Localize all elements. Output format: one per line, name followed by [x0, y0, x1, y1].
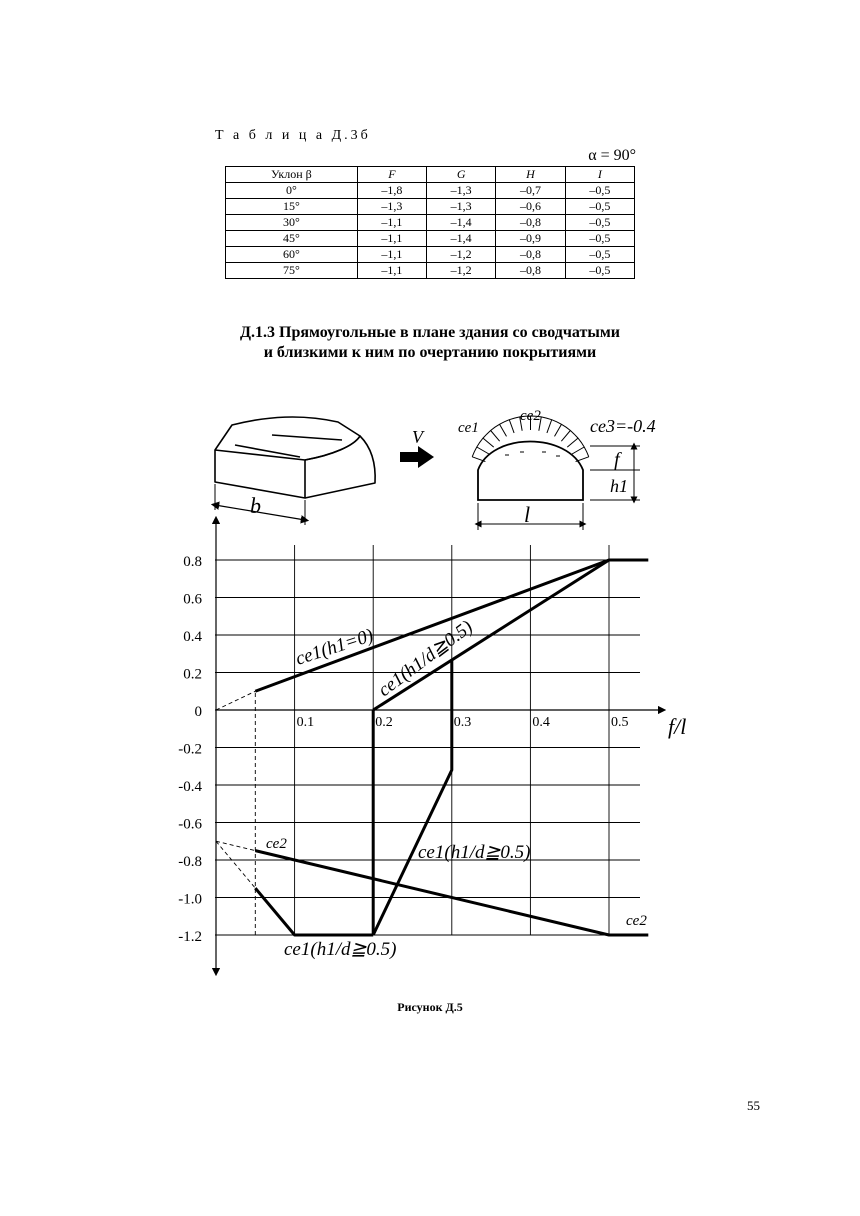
- pressure-bar: [500, 424, 507, 436]
- x-tick-label: 0.4: [532, 715, 550, 730]
- y-tick-label: 0.4: [183, 629, 202, 645]
- table-cell: –1,1: [357, 247, 426, 263]
- pressure-bar: [509, 420, 514, 433]
- table-cell: –0,5: [565, 183, 634, 199]
- x-tick-label: 0.3: [453, 715, 472, 730]
- extrapolation-line: [216, 841, 255, 850]
- pressure-bar: [477, 447, 489, 454]
- pressure-bar: [567, 438, 578, 447]
- wind-label: V: [412, 427, 423, 447]
- pressure-bar: [555, 424, 562, 436]
- table-cell: 75°: [226, 263, 358, 279]
- table-cell: –1,3: [357, 199, 426, 215]
- table-cell: –1,3: [427, 199, 496, 215]
- extrapolation-line: [216, 691, 255, 710]
- alpha-label: α = 90°: [588, 147, 636, 164]
- ce2-sketch-label: ce2: [520, 408, 541, 424]
- pressure-bar: [572, 447, 584, 454]
- x-tick-label: 0.2: [375, 715, 393, 730]
- pressure-bar: [576, 457, 589, 462]
- annotation-ce2-left: ce2: [266, 836, 287, 852]
- table-cell: 45°: [226, 231, 358, 247]
- y-tick-label: -0.6: [178, 816, 202, 833]
- table-cell: –0,5: [565, 231, 634, 247]
- table-cell: –0,5: [565, 215, 634, 231]
- ce3-sketch-label: ce3=-0.4: [590, 416, 656, 436]
- y-tick-label: -1.0: [178, 891, 202, 908]
- pressure-bar: [483, 438, 494, 447]
- table-cell: –1,1: [357, 215, 426, 231]
- f-sketch-label: f: [614, 449, 620, 471]
- table-cell: –1,4: [427, 231, 496, 247]
- y-tick-label: -0.4: [178, 779, 202, 795]
- table-cell: –0,8: [496, 263, 565, 279]
- table-cell: –1,2: [427, 263, 496, 279]
- building-roof: [215, 417, 360, 460]
- l-sketch-label: l: [524, 502, 531, 527]
- table-cell: –1,8: [357, 183, 426, 199]
- table-cell: –0,7: [496, 183, 565, 199]
- table-cell: –0,5: [565, 263, 634, 279]
- annotation-ce1-bottom: ce1(h1/d≧0.5): [284, 939, 397, 960]
- annotation-ce2-right: ce2: [626, 913, 647, 929]
- table-cell: –0,8: [496, 215, 565, 231]
- table-cell: 0°: [226, 183, 358, 199]
- pressure-bar: [561, 431, 570, 442]
- x-tick-label: 0.5: [611, 715, 629, 730]
- header-i: I: [565, 167, 634, 183]
- header-f: F: [357, 167, 426, 183]
- y-tick-label: -1.2: [178, 929, 202, 945]
- roof-line: [272, 435, 342, 440]
- y-tick-label: 0.8: [183, 554, 202, 570]
- cross-section: [478, 442, 583, 501]
- h1-sketch-label: h1: [610, 476, 628, 496]
- table-cell: –0,5: [565, 247, 634, 263]
- table-cell: –0,6: [496, 199, 565, 215]
- building-front-face: [215, 450, 305, 498]
- annotation-ce1-h1-zero: ce1(h1=0): [293, 624, 376, 670]
- x-axis-label: f/l: [668, 714, 687, 739]
- y-tick-label: -0.2: [178, 741, 202, 758]
- building-sketch: [215, 417, 375, 525]
- table-cell: 15°: [226, 199, 358, 215]
- annotation-ce1-middle: ce1(h1/d≧0.5): [418, 842, 531, 863]
- annotation-ce1-upper: ce1(h1/d≧0.5): [374, 616, 477, 701]
- header-h: H: [496, 167, 565, 183]
- figure-caption: Рисунок Д.5: [397, 1000, 463, 1014]
- chart-extrapolations: [216, 691, 255, 935]
- chart-grid: [215, 545, 640, 935]
- header-slope: Уклон β: [226, 167, 358, 183]
- extrapolation-line: [216, 841, 255, 888]
- building-end-face: [305, 436, 375, 498]
- section-heading-line-1: Д.1.3 Прямоугольные в плане здания со сводчатыми: [240, 324, 620, 341]
- table-cell: –1,4: [427, 215, 496, 231]
- table-cell: –0,8: [496, 247, 565, 263]
- header-g: G: [427, 167, 496, 183]
- table-cell: –0,9: [496, 231, 565, 247]
- section-heading-line-2: и близкими к ним по очертанию покрытиями: [263, 344, 597, 361]
- page-number: 55: [747, 1098, 760, 1113]
- table-cell: 30°: [226, 215, 358, 231]
- table-cell: –0,5: [565, 199, 634, 215]
- y-tick-label: 0.6: [183, 591, 202, 608]
- table-caption: Т а б л и ц а Д.3б: [215, 128, 371, 143]
- y-tick-label: 0.2: [183, 666, 202, 683]
- dimension-b-label: b: [250, 493, 261, 518]
- table-cell: –1,1: [357, 231, 426, 247]
- y-tick-label: 0: [194, 704, 202, 720]
- table-cell: –1,1: [357, 263, 426, 279]
- series-line: [255, 888, 373, 935]
- table-cell: –1,3: [427, 183, 496, 199]
- wind-arrow: [400, 446, 434, 468]
- x-tick-label: 0.1: [296, 715, 315, 730]
- ce1-sketch-label: ce1: [458, 420, 479, 436]
- pressure-bar: [491, 431, 500, 442]
- table-cell: –1,2: [427, 247, 496, 263]
- chart-axes: [216, 520, 662, 972]
- table-cell: 60°: [226, 247, 358, 263]
- y-tick-label: -0.8: [178, 854, 202, 870]
- pressure-bar: [547, 420, 552, 433]
